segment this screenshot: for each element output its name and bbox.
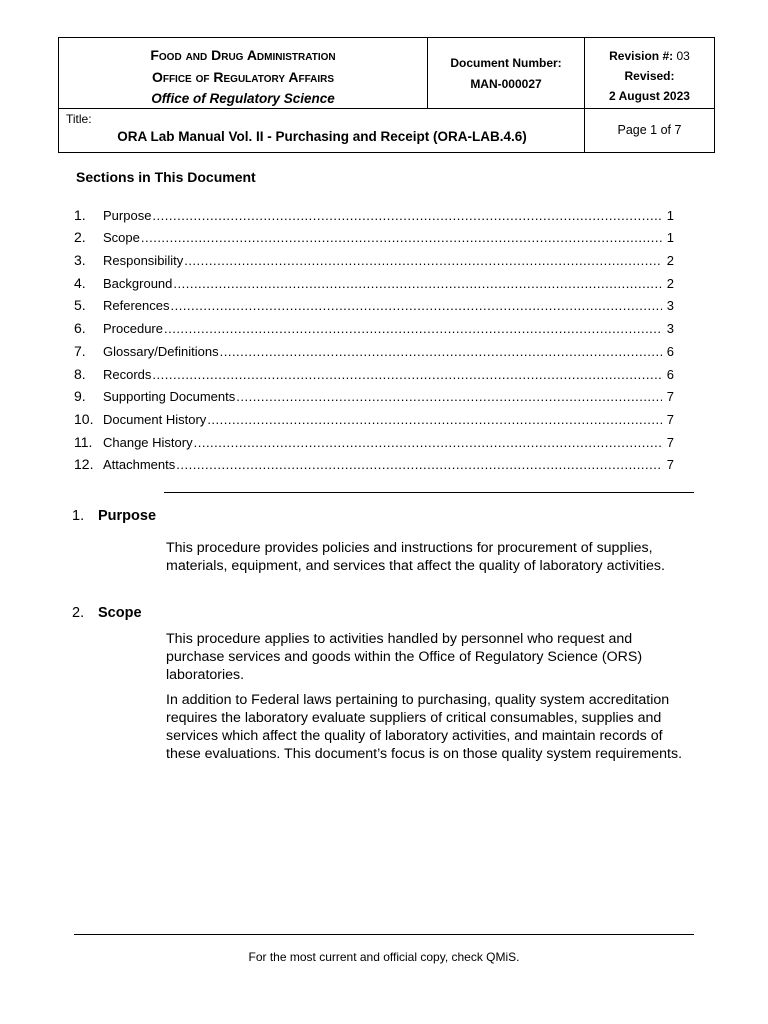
toc-item[interactable] [74, 245, 674, 268]
toc-item-page: 7 [666, 389, 674, 405]
toc-item[interactable] [74, 382, 674, 405]
title-label: Title: [66, 112, 92, 126]
toc-item-page: 2 [666, 275, 674, 291]
table-of-contents [74, 200, 674, 472]
toc-item-page: 7 [666, 411, 674, 427]
toc-item[interactable] [74, 450, 674, 473]
toc-item-page: 2 [666, 253, 674, 269]
document-number-label: Document Number: [450, 56, 562, 70]
toc-item-number: 7. [74, 342, 86, 359]
toc-item-page: 1 [666, 207, 674, 223]
toc-item[interactable] [74, 336, 674, 359]
toc-item-number: 12. [74, 456, 94, 473]
toc-item-label[interactable]: Responsibility [103, 253, 184, 269]
toc-item-page: 6 [666, 343, 674, 359]
toc-leader-dots [152, 208, 662, 223]
toc-item-label[interactable]: Attachments [103, 457, 176, 473]
scope-paragraph-2: In addition to Federal laws pertaining to purchasing, quality system accreditation requires the laboratory evaluate suppliers of critical consumables, supplies and services which affect the quality of laboratory activities, and maintain records of these evaluations. This document’s focus is on those quality system requirements. [166, 692, 683, 762]
toc-item-label[interactable]: Records [103, 366, 152, 382]
scope-section-title: Scope [98, 605, 142, 621]
toc-leader-dots [170, 298, 662, 313]
toc-leader-dots [152, 367, 662, 382]
toc-item-label[interactable]: References [103, 298, 170, 314]
revision-label: Revision #: [609, 49, 674, 63]
toc-item-page: 6 [666, 366, 674, 382]
revised-label: Revised: [624, 69, 675, 83]
toc-item-page: 3 [666, 298, 674, 314]
document-number-block [428, 38, 585, 109]
toc-item[interactable] [74, 291, 674, 314]
purpose-section-number: 1. [72, 508, 85, 524]
toc-leader-dots [236, 389, 662, 404]
toc-item[interactable] [74, 427, 674, 450]
toc-heading: Sections in This Document [76, 169, 256, 185]
toc-item-number: 10. [74, 410, 94, 427]
toc-leader-dots [141, 230, 662, 245]
toc-leader-dots [184, 253, 662, 268]
office-name: Office of Regulatory Affairs [151, 69, 335, 85]
toc-leader-dots [164, 321, 662, 336]
toc-item-page: 1 [666, 230, 674, 246]
toc-item-number: 6. [74, 320, 86, 337]
sub-office-name: Office of Regulatory Science [151, 91, 335, 106]
toc-item[interactable] [74, 223, 674, 246]
toc-item-number: 9. [74, 388, 86, 405]
purpose-paragraph: This procedure provides policies and instructions for procurement of supplies, materials, equipment, and services that affect the quality of laboratory activities. [166, 540, 665, 574]
revision-block [585, 38, 714, 109]
section-divider [164, 492, 694, 493]
toc-item[interactable] [74, 200, 674, 223]
toc-item-label[interactable]: Purpose [103, 207, 152, 223]
document-title: ORA Lab Manual Vol. II - Purchasing and Receipt (ORA-LAB.4.6) [117, 129, 527, 144]
toc-item-number: 1. [74, 206, 86, 223]
purpose-section-title: Purpose [98, 508, 157, 524]
toc-item[interactable] [74, 359, 674, 382]
agency-block [59, 38, 428, 109]
toc-item-number: 8. [74, 365, 86, 382]
toc-item-label[interactable]: Glossary/Definitions [103, 343, 219, 359]
document-number-value: MAN-000027 [470, 77, 542, 91]
toc-item-page: 3 [666, 321, 674, 337]
title-block [59, 109, 585, 152]
toc-item-number: 3. [74, 252, 86, 269]
toc-item-page: 7 [666, 434, 674, 450]
toc-item-number: 5. [74, 297, 86, 314]
toc-item-label[interactable]: Supporting Documents [103, 389, 236, 405]
toc-leader-dots [176, 457, 662, 472]
toc-item-number: 11. [74, 433, 93, 450]
agency-name: Food and Drug Administration [150, 47, 336, 63]
toc-leader-dots [194, 435, 662, 450]
toc-item-number: 2. [74, 229, 86, 246]
footer-divider [74, 934, 694, 935]
scope-section-number: 2. [72, 605, 85, 621]
toc-item-label[interactable]: Procedure [103, 321, 163, 337]
toc-item-label[interactable]: Change History [103, 434, 193, 450]
toc-item[interactable] [74, 404, 674, 427]
toc-leader-dots [220, 344, 662, 359]
toc-item-number: 4. [74, 274, 86, 291]
toc-leader-dots [207, 412, 662, 427]
toc-item-label[interactable]: Background [103, 275, 173, 291]
footer-note: For the most current and official copy, check QMiS. [248, 950, 520, 964]
revised-date: 2 August 2023 [609, 89, 690, 103]
document-header-table [58, 37, 715, 153]
scope-paragraph-1: This procedure applies to activities handled by personnel who request and purchase services and goods within the Office of Regulatory Science (ORS) laboratories. [166, 631, 643, 683]
revision-value: 03 [676, 49, 690, 63]
page-indicator: Page 1 of 7 [617, 123, 682, 137]
toc-item[interactable] [74, 268, 674, 291]
toc-item-page: 7 [666, 457, 674, 473]
toc-leader-dots [173, 276, 662, 291]
toc-item[interactable] [74, 313, 674, 336]
toc-item-label[interactable]: Scope [103, 230, 140, 246]
toc-item-label[interactable]: Document History [103, 411, 207, 427]
